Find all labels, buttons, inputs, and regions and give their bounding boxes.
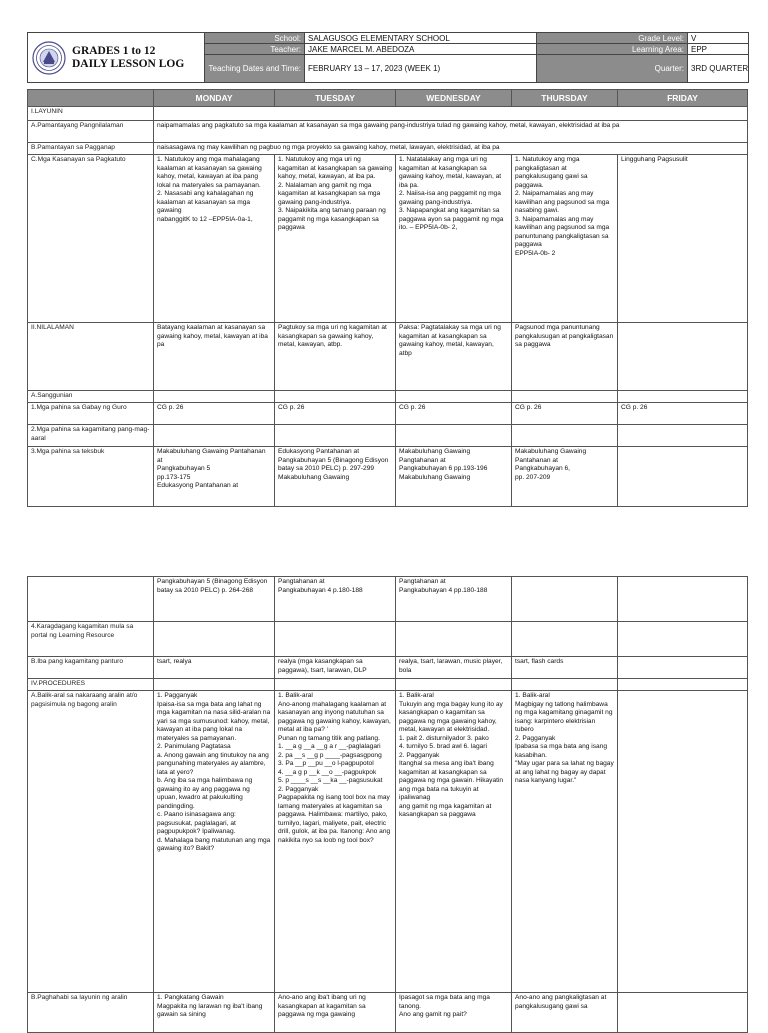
day-header-wednesday: WEDNESDAY	[396, 90, 512, 107]
kasanayan-wednesday: 1. Natatalakay ang mga uri ng kagamitan at kasangkapan sa gawaing kahoy, metal, kawayan, at iba pa. 2. Naiisa-isa ang paggamit ng mga gawaing pang-industriya. 3. Napapangkat ang kagamitan sa paggawa ayon sa paggamit ng mga ito. – EPP5IA-0b- 2,	[396, 155, 512, 323]
logo-title-line2: DAILY LESSON LOG	[72, 57, 185, 70]
corner-header	[28, 90, 154, 107]
area-value: EPP	[688, 44, 748, 55]
school-value: SALAGUSOG ELEMENTARY SCHOOL	[305, 33, 537, 44]
pagganap-value: naisasagawa ng may kawilihan ng pagbuo ng mga proyekto sa gawaing kahoy, metal, lawayan, elektrisidad, at iba pa	[154, 143, 748, 155]
paghahabi-label: B.Paghahabi sa layunin ng aralin	[28, 993, 154, 1033]
balik-aral-wednesday: 1. Balik-aral Tukuyin ang mga bagay kung ito ay kasangkapan o kagamitan sa paggawa ng mga gawaing kahoy, metal, kawayan at elektrisidad. 1. pait 2. disturnilyador 3. pako 4. turnilyo 5. brad awl 6. lagari 2. Pagganyak Itanghal sa mesa ang iba't ibang kagamitan at kasangkapan sa paggawa ng mga gawain. Hikayatin ang mga bata na tukuyin at ipaliwanag ang gamit ng mga kagamitan at kasangkapan sa paggawa	[396, 691, 512, 993]
lesson-table-page1	[27, 89, 748, 507]
procedures-label: IV.PROCEDURES	[28, 679, 154, 691]
day-header-thursday: THURSDAY	[512, 90, 618, 107]
grade-label: Grade Level:	[537, 33, 688, 44]
nilalaman-wednesday: Paksa: Pagtatalakay sa mga uri ng kagamitan at kasangkapan sa gawaing kahoy, metal, kawayan, atbp	[396, 323, 512, 391]
quarter-label: Quarter:	[537, 55, 688, 82]
teksbuk-cont-tuesday: Pangtahanan at Pangkabuhayan 4 p.180-188	[275, 577, 396, 622]
kasanayan-tuesday: 1. Natutukoy ang mga uri ng kagamitan at kasangkapan sa gawaing kahoy, metal, kawayan, at iba pa. 2. Nalalaman ang gamit ng mga kagamitan at kasangkapan sa mga gawaing pang-industriya. 3. Naipakikita ang tamang paraan ng paggamit ng mga kasangkapan sa paggawa	[275, 155, 396, 323]
teksbuk-cont-wednesday: Pangtahanan at Pangkabuhayan 4 pp.180-188	[396, 577, 512, 622]
teksbuk-cont-thursday	[512, 577, 618, 622]
kasanayan-friday: Lingguhang Pagsusulit	[618, 155, 748, 323]
quarter-value: 3RD QUARTER	[688, 55, 748, 82]
dates-label: Teaching Dates and Time:	[205, 55, 305, 82]
area-label: Learning Area:	[537, 44, 688, 55]
gabay-label: 1.Mga pahina sa Gabay ng Guro	[28, 403, 154, 425]
iba-wednesday: realya, tsart, larawan, music player, bola	[396, 657, 512, 679]
logo-block	[28, 33, 205, 82]
teksbuk-cont-friday	[618, 577, 748, 622]
pamantayang-label: A.Pamantayang Pangnilalaman	[28, 121, 154, 143]
paghahabi-wednesday: Ipasagot sa mga bata ang mga tanong. Ano ang gamit ng pait?	[396, 993, 512, 1033]
iba-tuesday: realya (mga kasangkapan sa paggawa), tsart, larawan, DLP	[275, 657, 396, 679]
teacher-value: JAKE MARCEL M. ABEDOZA	[305, 44, 537, 55]
day-header-tuesday: TUESDAY	[275, 90, 396, 107]
lr-portal-label: 4.Karagdagang kagamitan mula sa portal ng Learning Resource	[28, 622, 154, 657]
lesson-log-header	[27, 32, 749, 83]
gabay-friday: CG p. 26	[618, 403, 748, 425]
balik-aral-thursday: 1. Balik-aral Magbigay ng tatlong halimbawa ng mga kagamitang ginagamit ng isang: karpintero elektrisian tubero 2. Pagganyak Ipabasa sa mga bata ang isang kasabihan. "May ugar para sa lahat ng bagay at ang lahat ng bagay ay dapat nasa kanyang lugar."	[512, 691, 618, 993]
dates-value: FEBRUARY 13 – 17, 2023 (WEEK 1)	[305, 55, 537, 82]
sanggunian-label: A.Sanggunian	[28, 391, 154, 403]
balik-aral-tuesday: 1. Balik-aral Ano-anong mahalagang kaalaman at kasanayan ang inyong natutuhan sa paggawa ng gawaing kahoy, kawayan, metal at iba pa? ' Punan ng tamang titik ang patlang. 1. __a g __a __g a r __-paglalagari 2. pa __s __g p ____-pagsasgpong 3. Pa __p __pu __o l-pagpupotol 4. __a g p __k __o __-pagpukpok 5. p ____s __s __ka __-pagsusukat 2. Pagganyak Pagpapakita ng isang tool box na may lamang materyales at kagamitan sa paggawa. Halimbawa: martilyo, pako, turnilyo, lagari, maliyete, pait, electric drill, gulok, at iba pa. Itanong: Ano ang nakikita nyo sa loob ng tool box?	[275, 691, 396, 993]
paghahabi-thursday: Ano-ano ang pangkaligtasan at pangkalusugang gawi sa	[512, 993, 618, 1033]
gabay-wednesday: CG p. 26	[396, 403, 512, 425]
kasanayan-label: C.Mga Kasanayan sa Pagkatuto	[28, 155, 154, 323]
iba-monday: tsart, realya	[154, 657, 275, 679]
nilalaman-thursday: Pagsunod mga panuntunang pangkalusugan at pangkaligtasan sa paggawa	[512, 323, 618, 391]
teksbuk-cont-monday: Pangkabuhayan 5 (Binagong Edisyon batay sa 2010 PELC) p. 264-268	[154, 577, 275, 622]
layunin-label: I.LAYUNIN	[28, 107, 154, 121]
nilalaman-friday	[618, 323, 748, 391]
nilalaman-label: II.NILALAMAN	[28, 323, 154, 391]
iba-label: B.Iba pang kagamitang panturo	[28, 657, 154, 679]
pagganap-label: B.Pamantayan sa Pagganap	[28, 143, 154, 155]
logo-title-line1: GRADES 1 to 12	[72, 44, 156, 57]
teksbuk-friday	[618, 447, 748, 507]
gabay-thursday: CG p. 26	[512, 403, 618, 425]
paghahabi-monday: 1. Pangkatang Gawain Magpakita ng larawan ng iba't ibang gawain sa sining	[154, 993, 275, 1033]
grade-value: V	[688, 33, 748, 44]
teksbuk-thursday: Makabuluhang Gawaing Pantahanan at Pangkabuhayan 6, pp. 207-209	[512, 447, 618, 507]
paghahabi-friday	[618, 993, 748, 1033]
teksbuk-label: 3.Mga pahina sa teksbuk	[28, 447, 154, 507]
day-header-friday: FRIDAY	[618, 90, 748, 107]
kasanayan-monday: 1. Natutukoy ang mga mahalagang kaalaman at kasanayan sa gawaing kahoy, metal, kawayan at iba pang lokal na materyales sa pamayanan. 2. Nasasabi ang kahalagahan ng kaalaman at kasanayan sa mga gawaing nabanggitK to 12 –EPP5IA-0a-1,	[154, 155, 275, 323]
deped-seal-icon	[32, 41, 66, 75]
balik-aral-friday	[618, 691, 748, 993]
teacher-label: Teacher:	[205, 44, 305, 55]
paghahabi-tuesday: Ano-ano ang iba't ibang uri ng kasangkapan at kagamitan sa paggawa ng mga gawaing	[275, 993, 396, 1033]
school-label: School:	[205, 33, 305, 44]
teksbuk-wednesday: Makabuluhang Gawaing Pangtahanan at Pangkabuhayan 6 pp.193-196 Makabuluhang Gawaing	[396, 447, 512, 507]
day-header-monday: MONDAY	[154, 90, 275, 107]
teksbuk-tuesday: Edukasyong Pantahanan at Pangkabuhayan 5 (Binagong Edisyon batay sa 2010 PELC) p. 297-299 Makabuluhang Gawaing	[275, 447, 396, 507]
pamantayang-value: naipamamalas ang pagkatuto sa mga kaalaman at kasanayan sa mga gawaing pang-industriya tulad ng gawaing kahoy, metal, kawayan, elektrisidad at iba pa	[154, 121, 748, 143]
gabay-tuesday: CG p. 26	[275, 403, 396, 425]
iba-thursday: tsart, flash cards	[512, 657, 618, 679]
balik-aral-monday: 1. Pagganyak Ipaisa-isa sa mga bata ang lahat ng mga kagamitan na nasa silid-aralan na yari sa mga sumusunod: kahoy, metal, kawayan at iba pang lokal na materyales sa pamayanan. 2. Panimulang Pagtatasa a. Anong gawain ang tinutukoy na ang pangunahing materyales ay alambre, lata at yero? b. Ang iba sa mga halimbawa ng gawaing ito ay ang paggawa ng upuan, kwadro at pakukulting pandingding. c. Paano isinasagawa ang: pagsusukat, paglalagari, at pagpupukpok? Ipaliwanag. d. Mahalaga bang matutunan ang mga gawaing ito? Bakit?	[154, 691, 275, 993]
lesson-table-page2	[27, 576, 748, 1033]
balik-aral-label: A.Balik-aral sa nakaraang aralin at/o pagsisimula ng bagong aralin	[28, 691, 154, 993]
iba-friday	[618, 657, 748, 679]
nilalaman-monday: Batayang kaalaman at kasanayan sa gawaing kahoy, metal, kawayan at iba pa	[154, 323, 275, 391]
kasanayan-thursday: 1. Natutukoy ang mga pangkaligtasan at pangkalusugang gawi sa paggawa. 2. Naipamamalas ang may kawilihan ang pagsunod sa mga nasabing gawi. 3. Naipamamalas ang may kawilihan ang pagsunod sa mga panuntunang pangkaligtasan sa paggawa EPP5IA-0b- 2	[512, 155, 618, 323]
nilalaman-tuesday: Pagtukoy sa mga uri ng kagamitan at kasangkapan sa gawaing kahoy, metal, kawayan, atbp.	[275, 323, 396, 391]
gabay-monday: CG p. 26	[154, 403, 275, 425]
kagamitang-label: 2.Mga pahina sa kagamitang pang-mag-aaral	[28, 425, 154, 447]
teksbuk-monday: Makabuluhang Gawaing Pantahanan at Pangkabuhayan 5 pp.173-175 Edukasyong Pantahanan at	[154, 447, 275, 507]
